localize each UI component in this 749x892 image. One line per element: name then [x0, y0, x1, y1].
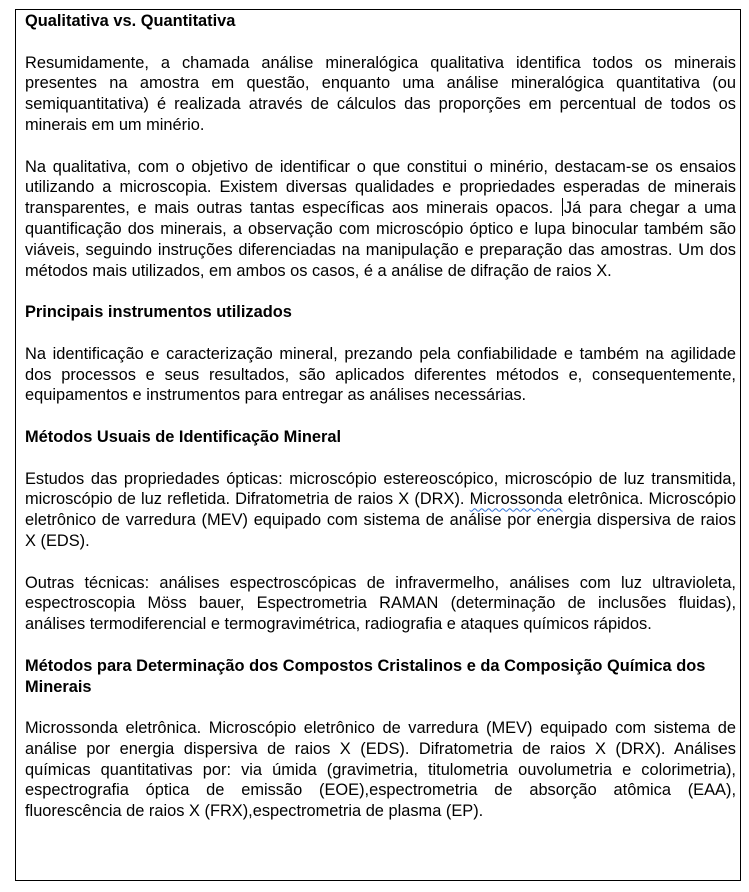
paragraph-propriedades-opticas [25, 469, 736, 552]
paragraph-qualitativa-part1: Na qualitativa, com o objetivo de identificar o que constitui o minério, destacam-se os ensaios utilizando a microscopia. Existem diversas qualidades e propriedades esperadas de minerais transparentes, e mais outras tantas específicas aos minerais opacos. [25, 157, 736, 218]
paragraph-microssonda: Microssonda eletrônica. Microscópio eletrônico de varredura (MEV) equipado com sistema de análise por energia dispersiva de raios X (EDS). Difratometria de raios X (DRX). Análises químicas quantitativas por: via úmida (gravimetria, titulometria ouvolumetria e colorimetria), espectrografia óptica de emissão (EOE),espectrometria de absorção atômica (EAA), fluorescência de raios X (FRX),espectrometria de plasma (EP). [25, 719, 736, 821]
paragraph-opticas-part2: eletrônica. Microscópio eletrônico de varredura (MEV) equipado com sistema de análise por energia dispersiva de raios X (EDS). [25, 490, 737, 550]
document-body[interactable] [25, 11, 736, 822]
paragraph-qualitativa-part2: Já para chegar a uma quantificação dos minerais, a observação com microscópio óptico e lupa binocular também são viáveis, seguindo instruções diferenciadas na manipulação e preparação das amostras. Um dos métodos mais utilizados, em ambos os casos, é a análise de difração de raios X. [25, 199, 736, 280]
section-heading-qualitativa: Qualitativa vs. Quantitativa [25, 12, 236, 30]
section-heading-compostos-cristalinos: Métodos para Determinação dos Compostos Cristalinos e da Composição Química dos Minerais [25, 656, 706, 696]
paragraph-instrumentos: Na identificação e caracterização mineral, prezando pela confiabilidade e também na agilidade dos processos e seus resultados, são aplicados diferentes métodos e, consequentemente, equipamentos e instrumentos para entregar as análises necessárias. [25, 344, 736, 405]
section-heading-metodos-usuais: Métodos Usuais de Identificação Mineral [25, 427, 342, 446]
text-cursor [562, 198, 563, 216]
paragraph-resumo: Resumidamente, a chamada análise mineralógica qualitativa identifica todos os minerais presentes na amostra em questão, enquanto uma análise mineralógica quantitativa (ou semiquantitativa) é realizada através de cálculos das proporções em percentual de todos os minerais em um minério. [25, 53, 736, 134]
paragraph-opticas-part1: Estudos das propriedades ópticas: microscópio estereoscópico, microscópio de luz transmitida, microscópio de luz refletida. Difratometria de raios X (DRX). [25, 469, 736, 509]
paragraph-outras-tecnicas: Outras técnicas: análises espectroscópicas de infravermelho, análises com luz ultravioleta, espectroscopia Möss bauer, Espectrometria RAMAN (determinação de inclusões fluidas), análises termodiferencial e termogravimétrica, radiografia e ataques químicos rápidos. [25, 573, 736, 634]
spellcheck-flagged-word[interactable]: Microssonda [469, 490, 563, 509]
paragraph-qualitativa [25, 157, 736, 282]
section-heading-instrumentos: Principais instrumentos utilizados [25, 303, 292, 322]
